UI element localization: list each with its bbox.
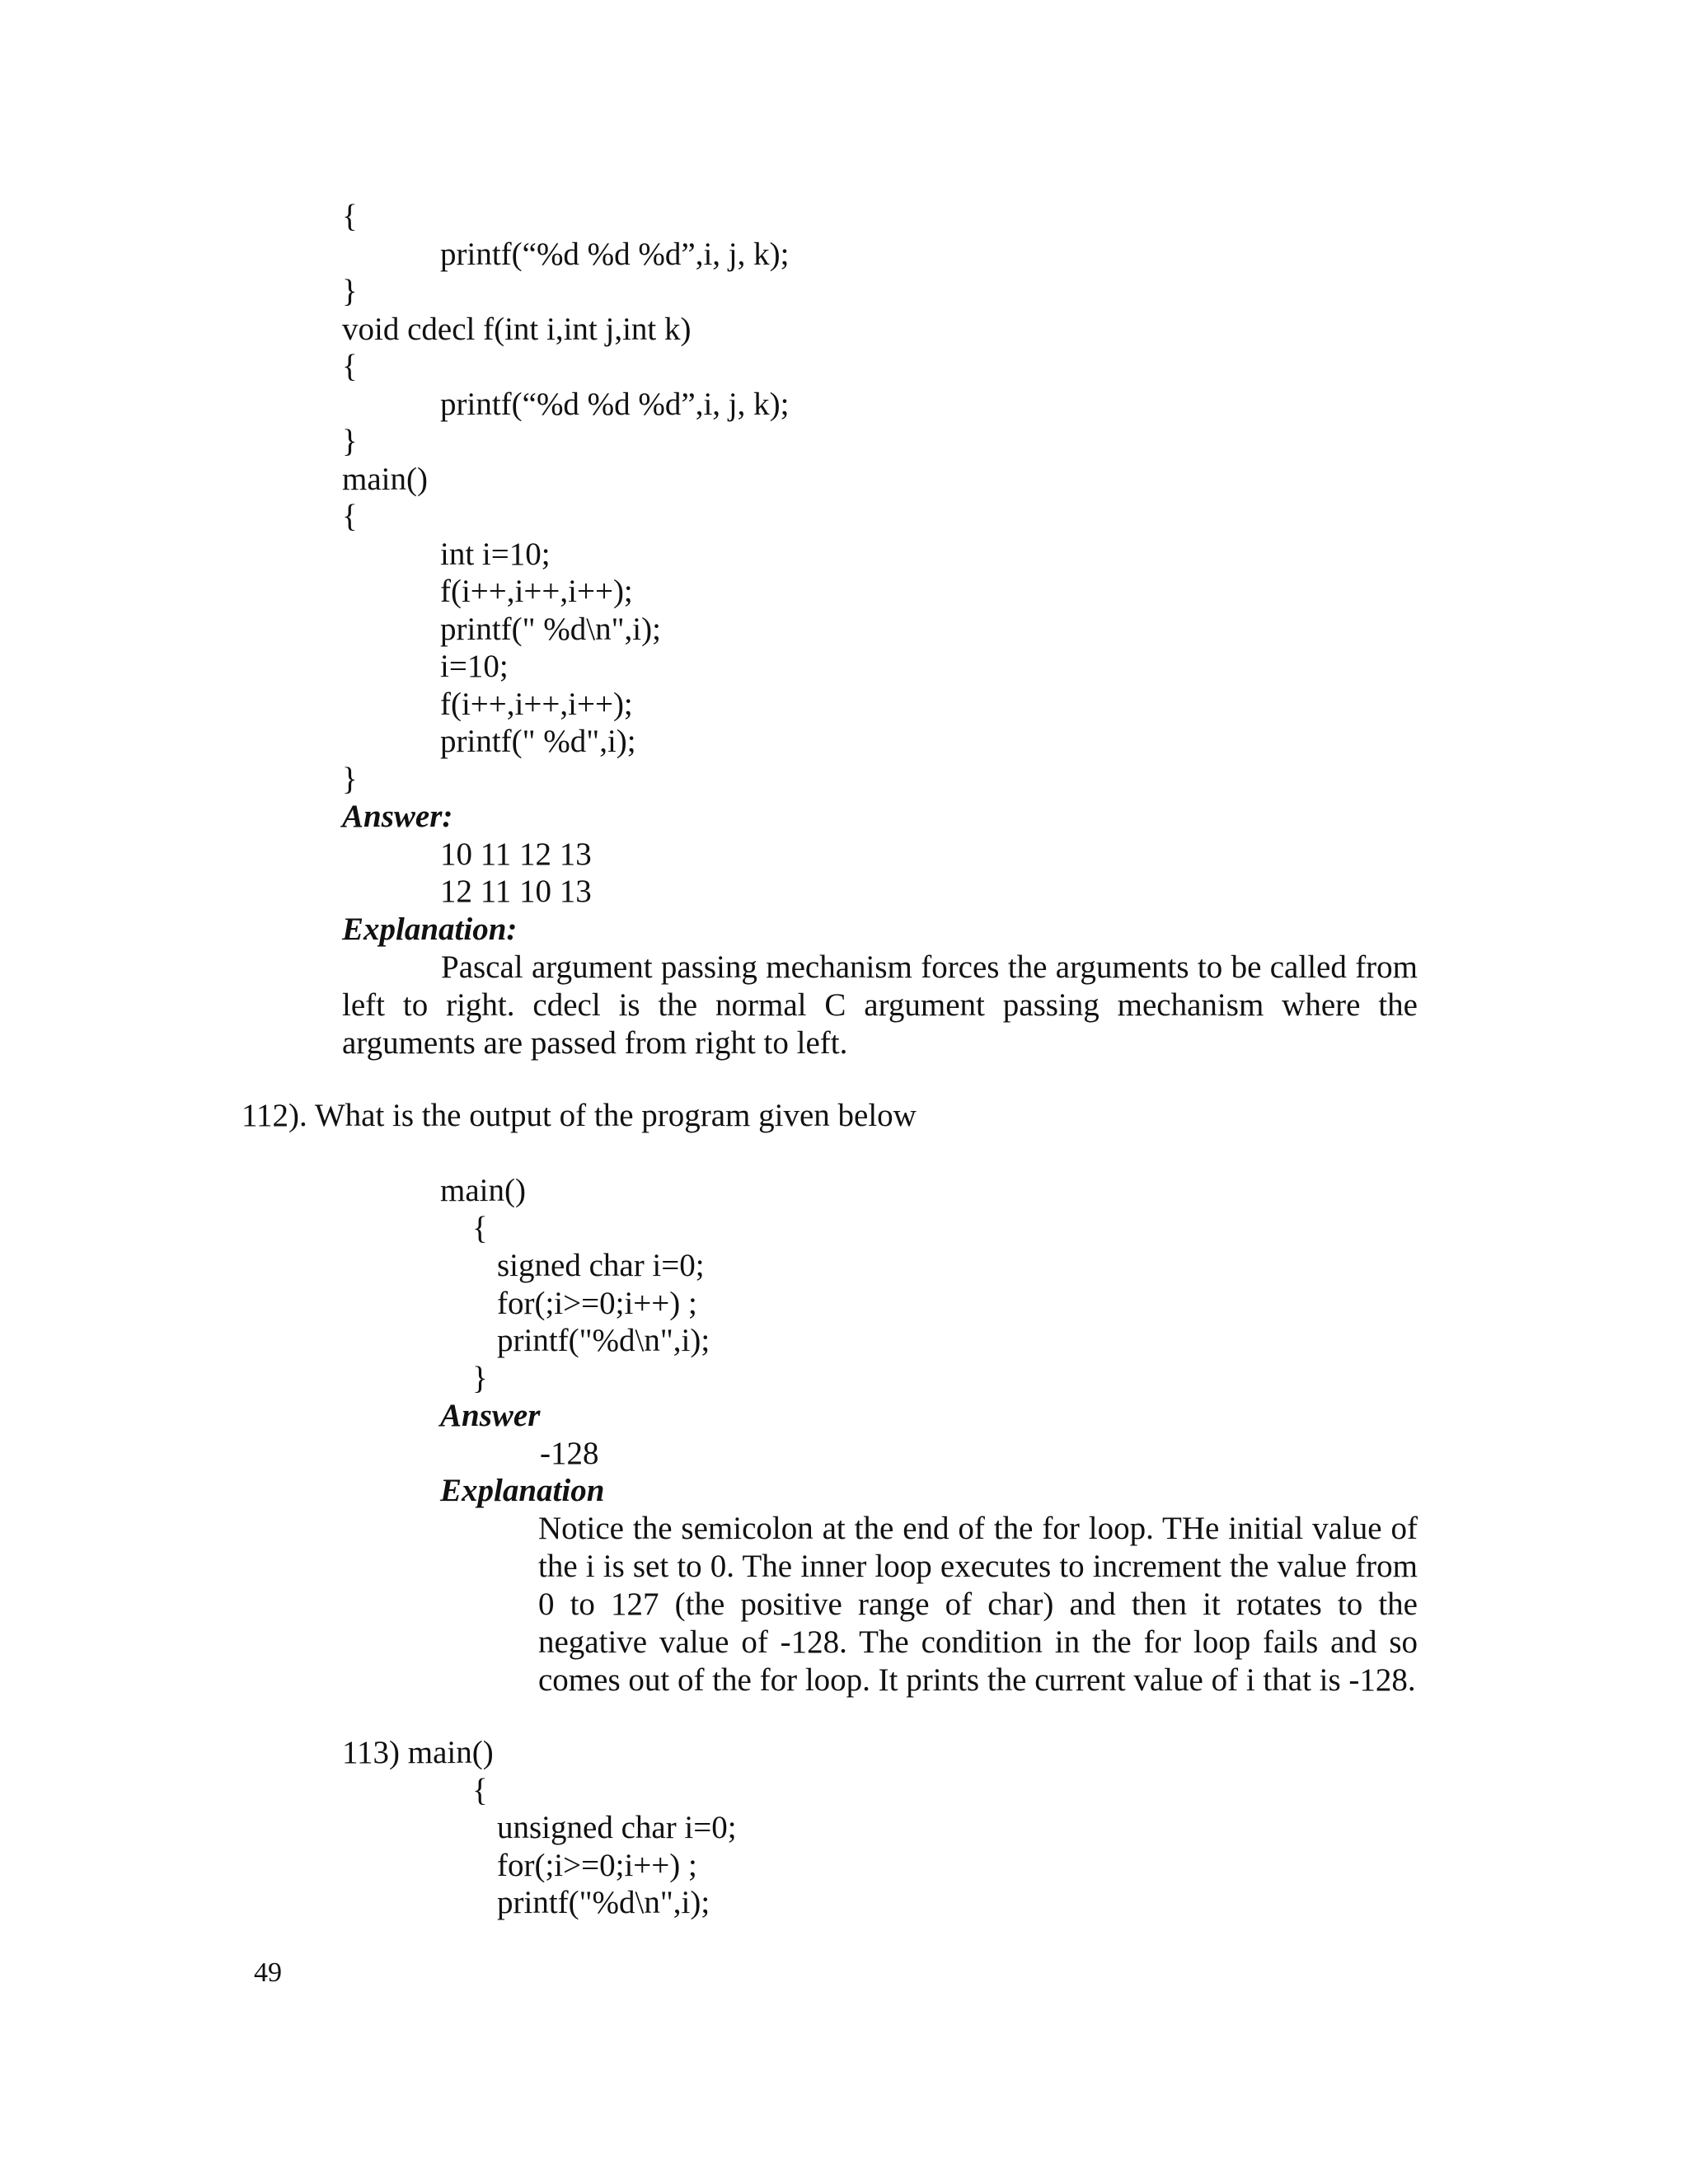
question-112: 112). What is the output of the program given below [241, 1098, 917, 1133]
code-line: printf("%d\n",i); [497, 1323, 710, 1358]
code-line: { [472, 1211, 488, 1246]
code-line: printf(“%d %d %d”,i, j, k); [440, 387, 790, 422]
code-line: i=10; [440, 649, 509, 684]
code-line: main() [440, 1173, 526, 1208]
explanation-heading: Explanation: [342, 912, 518, 947]
code-line: printf("%d\n",i); [497, 1885, 710, 1920]
code-line: for(;i>=0;i++) ; [497, 1848, 697, 1883]
code-line: { [472, 1773, 488, 1808]
code-line: void cdecl f(int i,int j,int k) [342, 312, 692, 347]
answer-line: 12 11 10 13 [440, 874, 592, 909]
code-line: f(i++,i++,i++); [440, 687, 633, 722]
explanation-text: Notice the semicolon at the end of the for loop. THe initial value of the i is set to 0. The inner loop executes to increment the value from 0 to 127 (the positive range of char) and then it rotates to the negative value of -128. The condition in the for loop fails and so comes out of the for loop. It prints the current value of i that is -128. [538, 1511, 1418, 1698]
code-line: main() [342, 462, 428, 497]
code-line: } [472, 1361, 488, 1396]
code-line: printf(" %d\n",i); [440, 612, 661, 647]
code-line: printf(“%d %d %d”,i, j, k); [440, 237, 790, 272]
page-number: 49 [254, 1957, 282, 1988]
answer-line: 10 11 12 13 [440, 837, 592, 872]
code-line: unsigned char i=0; [497, 1810, 737, 1845]
answer-heading: Answer [440, 1398, 541, 1433]
code-line: int i=10; [440, 537, 551, 572]
explanation-text: Pascal argument passing mechanism forces the arguments to be called from left to right. cdecl is the normal C argument passing mechanism where the arguments are passed from right to left. [342, 949, 1418, 1061]
code-line: } [342, 274, 358, 309]
code-line: { [342, 199, 358, 234]
code-line: printf(" %d",i); [440, 724, 636, 759]
code-line: } [342, 424, 358, 459]
code-line: signed char i=0; [497, 1248, 705, 1283]
explanation-heading: Explanation [440, 1473, 605, 1508]
code-line: { [342, 499, 358, 534]
code-line: { [342, 349, 358, 384]
code-line: for(;i>=0;i++) ; [497, 1286, 697, 1321]
code-line: f(i++,i++,i++); [440, 574, 633, 609]
question-113: 113) main() [342, 1735, 494, 1770]
answer-line: -128 [540, 1436, 599, 1471]
code-line: } [342, 762, 358, 797]
answer-heading: Answer: [342, 799, 453, 834]
